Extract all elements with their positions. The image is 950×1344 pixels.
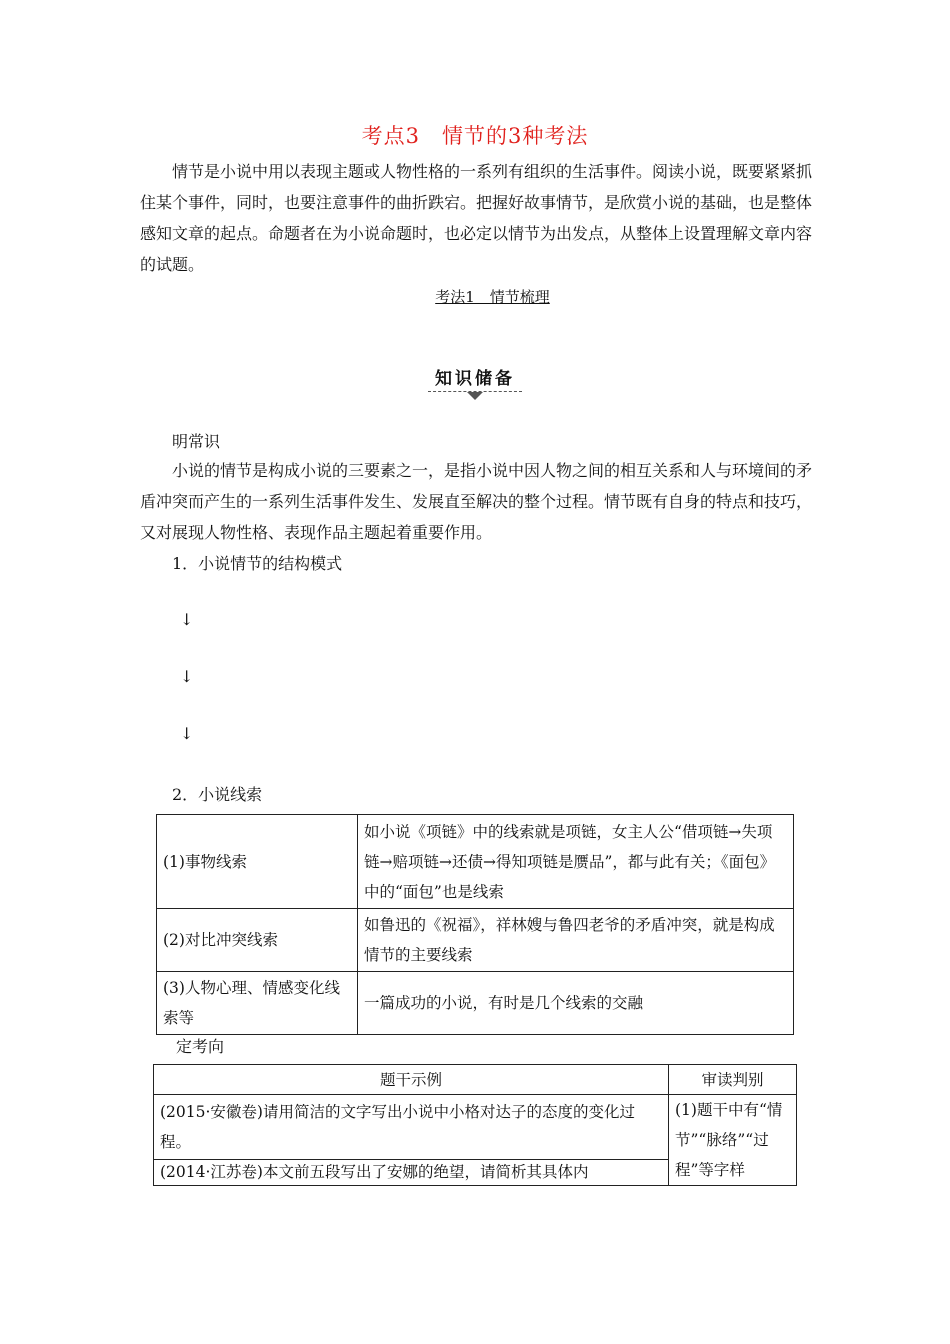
page-title: 考点3 情节的3种考法 xyxy=(361,124,589,148)
down-arrow-icon: ↓ xyxy=(180,610,194,629)
example-cell: (2014·江苏卷)本文前五段写出了安娜的绝望，请简析其具体内 xyxy=(154,1159,669,1185)
item-structure: 1．小说情节的结构模式 xyxy=(172,554,343,573)
clue-desc: 如小说《项链》中的线索就是项链，女主人公“借项链→失项链→赔项链→还债→得知项链是赝品”，都与此有关；《面包》中的“面包”也是线索 xyxy=(358,815,794,909)
clue-desc: 如鲁迅的《祝福》，祥林嫂与鲁四老爷的矛盾冲突，就是构成情节的主要线索 xyxy=(358,909,794,972)
table-row xyxy=(157,972,794,1035)
item-clues: 2．小说线索 xyxy=(172,785,263,804)
down-arrow-icon: ↓ xyxy=(180,724,194,743)
column-header: 题干示例 xyxy=(154,1065,669,1095)
exam-table xyxy=(153,1064,797,1186)
down-arrow-icon: ↓ xyxy=(180,667,194,686)
column-header: 审读判别 xyxy=(669,1065,797,1095)
subtitle: 考法1 情节梳理 xyxy=(435,288,550,306)
section1-paragraph: 小说的情节是构成小说的三要素之一，是指小说中因人物之间的相互关系和人与环境间的矛盾冲突而产生的一系列生活事件发生、发展直至解决的整个过程。情节既有自身的特点和技巧，又对展现人物性格、表现作品主题起着重要作用。 xyxy=(140,461,813,542)
section-label-common-sense: 明常识 xyxy=(172,432,221,451)
clue-table xyxy=(156,814,794,1035)
clue-desc: 一篇成功的小说，有时是几个线索的交融 xyxy=(358,972,794,1035)
triangle-down-icon xyxy=(467,392,483,400)
clue-type: (2)对比冲突线索 xyxy=(157,909,358,972)
intro-paragraph: 情节是小说中用以表现主题或人物性格的一系列有组织的生活事件。阅读小说，既要紧紧抓住某个事件，同时，也要注意事件的曲折跌宕。把握好故事情节，是欣赏小说的基础，也是整体感知文章的起点。命题者在为小说命题时，也必定以情节为出发点，从整体上设置理解文章内容的试题。 xyxy=(140,162,813,274)
section-label-exam: 定考向 xyxy=(176,1037,225,1056)
clue-type: (3)人物心理、情感变化线索等 xyxy=(157,972,358,1035)
table-row xyxy=(154,1065,797,1095)
clue-type: (1)事物线索 xyxy=(157,815,358,909)
table-row xyxy=(154,1095,797,1160)
table-row xyxy=(157,909,794,972)
table-row xyxy=(157,815,794,909)
judgement-cell: (1)题干中有“情节”“脉络”“过程”等字样 xyxy=(669,1095,797,1186)
knowledge-heading: 知识储备 xyxy=(435,369,515,389)
example-cell: (2015·安徽卷)请用简洁的文字写出小说中小格对达子的态度的变化过程。 xyxy=(154,1095,669,1160)
